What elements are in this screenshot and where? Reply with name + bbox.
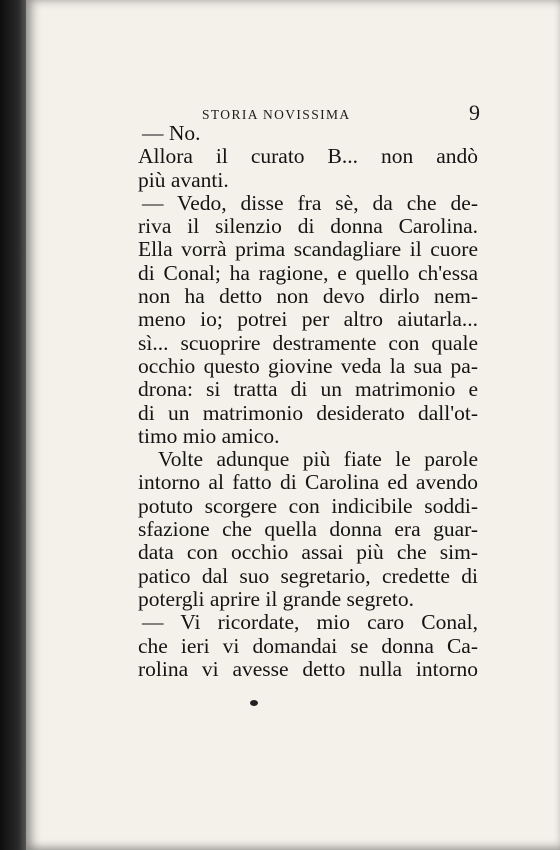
text-line: di un matrimonio desiderato dall'ot- bbox=[138, 400, 478, 425]
text-line: sì... scuoprire destramente con quale bbox=[138, 330, 478, 355]
body-text bbox=[138, 122, 478, 681]
text-line: meno io; potrei per altro aiutarla... bbox=[138, 307, 478, 332]
text-line: intorno al fatto di Carolina ed avendo bbox=[138, 470, 478, 495]
text-line: non ha detto non devo dirlo nem- bbox=[138, 284, 478, 309]
text-line: — No. bbox=[142, 121, 201, 145]
text-line: Volte adunque più fiate le parole bbox=[158, 447, 478, 472]
text-line: potuto scorgere con indicibile soddi- bbox=[138, 493, 478, 518]
text-line: drona: si tratta di un matrimonio e bbox=[138, 377, 478, 402]
text-line: — Vi ricordate, mio caro Conal, bbox=[142, 610, 478, 635]
text-line: che ieri vi domandai se donna Ca- bbox=[138, 633, 478, 658]
text-line: timo mio amico. bbox=[138, 423, 280, 448]
book-gutter bbox=[0, 0, 26, 850]
ink-smudge bbox=[250, 700, 258, 706]
text-line: rolina vi avesse detto nulla intorno bbox=[138, 656, 478, 681]
text-line: patico dal suo segretario, credette di bbox=[138, 563, 478, 588]
text-line: riva il silenzio di donna Carolina. bbox=[138, 214, 478, 239]
page-number: 9 bbox=[469, 100, 480, 125]
text-line: Ella vorrà prima scandagliare il cuore bbox=[138, 237, 478, 262]
book-page bbox=[26, 0, 560, 850]
running-head: STORIA NOVISSIMA bbox=[202, 107, 351, 122]
text-line: più avanti. bbox=[138, 167, 229, 192]
text-line: occhio questo giovine veda la sua pa- bbox=[138, 353, 478, 378]
text-line: di Conal; ha ragione, e quello ch'essa bbox=[138, 260, 478, 285]
text-line: Allora il curato B... non andò bbox=[138, 144, 478, 169]
text-line: potergli aprire il grande segreto. bbox=[138, 586, 415, 611]
text-line: sfazione che quella donna era guar- bbox=[138, 517, 478, 542]
text-line: — Vedo, disse fra sè, da che de- bbox=[142, 190, 478, 215]
text-line: data con occhio assai più che sim- bbox=[138, 540, 478, 565]
